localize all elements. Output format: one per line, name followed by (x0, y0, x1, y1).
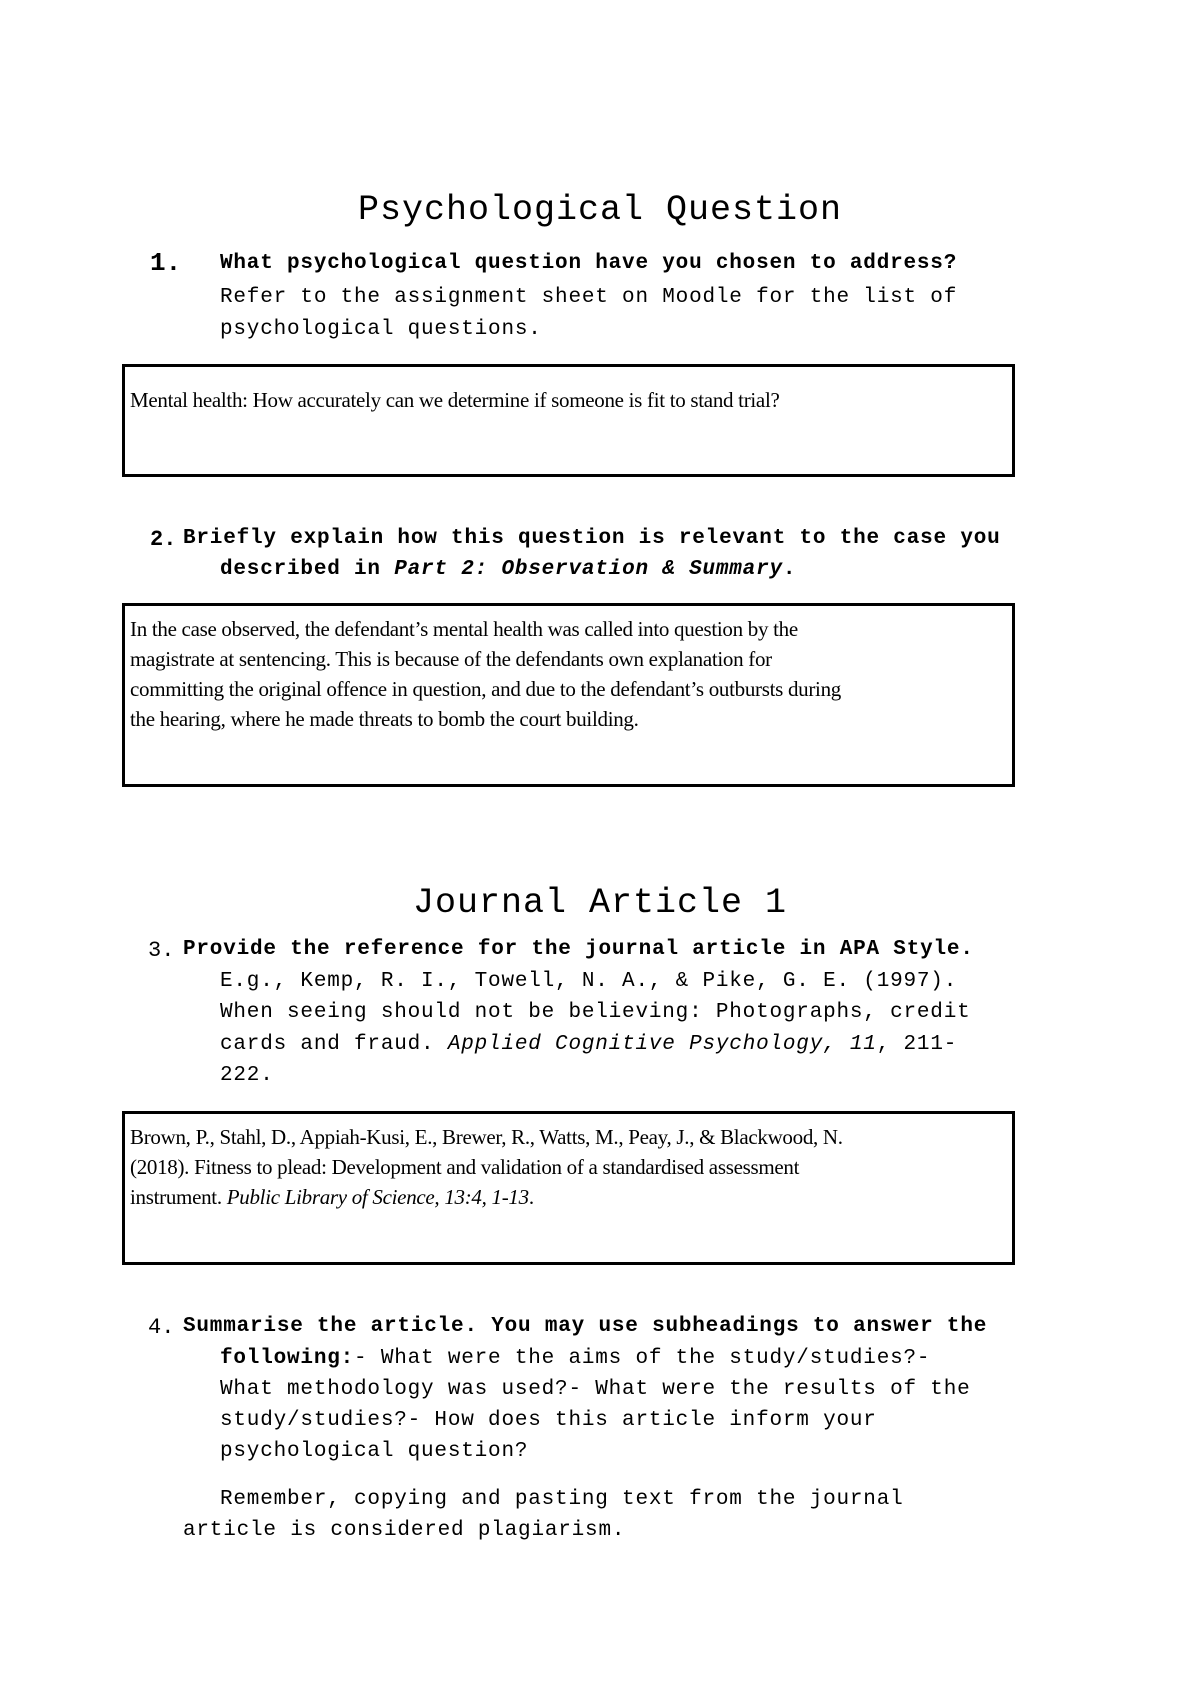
question-4-line-5: psychological question? (220, 1440, 529, 1463)
plagiarism-note-line-1: Remember, copying and pasting text from the journal (220, 1488, 904, 1511)
question-4-number: 4. (148, 1315, 175, 1340)
question-4-line-4: study/studies?- How does this article inform your (220, 1409, 877, 1432)
question-1-instruction-line-2: psychological questions. (220, 318, 542, 341)
question-3-example-line-1: E.g., Kemp, R. I., Towell, N. A., & Pike, G. E. (1997). (220, 970, 958, 993)
plagiarism-note-line-2: article is considered plagiarism. (183, 1519, 626, 1542)
question-4-line-3: What methodology was used?- What were the results of the (220, 1378, 971, 1401)
question-2-answer-text: In the case observed, the defendant’s mental health was called into question by the magistrate at sentencing. This is because of the defendants own explanation for committing the original offence in question, and due to the defendant’s outbursts during the hearing, where he made threats to bomb the court building. (130, 617, 841, 731)
question-2-number: 2. (150, 527, 177, 552)
question-4-line-2: following:- What were the aims of the study/studies?- (220, 1347, 931, 1370)
question-3-example-line-2: When seeing should not be believing: Photographs, credit (220, 1001, 971, 1024)
question-3-answer-text: Brown, P., Stahl, D., Appiah-Kusi, E., Brewer, R., Watts, M., Peay, J., & Blackwood, N. (2018). Fitness to plead: Development and validation of a standardised assessment instrument. Public Library of Science, 13:4, 1-13. (130, 1125, 843, 1209)
question-1-instruction-line-1: Refer to the assignment sheet on Moodle for the list of (220, 286, 958, 309)
question-1-answer-box[interactable] (122, 364, 1015, 477)
question-3-heading: Provide the reference for the journal article in APA Style. (183, 938, 974, 961)
question-1-heading: What psychological question have you chosen to address? (220, 252, 958, 275)
question-4-heading: Summarise the article. You may use subheadings to answer the (183, 1315, 988, 1338)
question-1-answer-text: Mental health: How accurately can we determine if someone is fit to stand trial? (130, 388, 780, 412)
section-title-journal-article-1: Journal Article 1 (412, 883, 788, 923)
question-3-example-line-3: cards and fraud. Applied Cognitive Psychology, 11, 211- (220, 1033, 958, 1056)
question-2-heading-line-2: described in Part 2: Observation & Summary. (220, 558, 797, 581)
question-3-example-line-4: 222. (220, 1064, 274, 1087)
question-2-heading-line-1: Briefly explain how this question is relevant to the case you (183, 527, 1001, 550)
question-1-number: 1. (150, 248, 182, 278)
question-3-number: 3. (148, 938, 175, 963)
section-title-psychological-question: Psychological Question (357, 190, 843, 230)
